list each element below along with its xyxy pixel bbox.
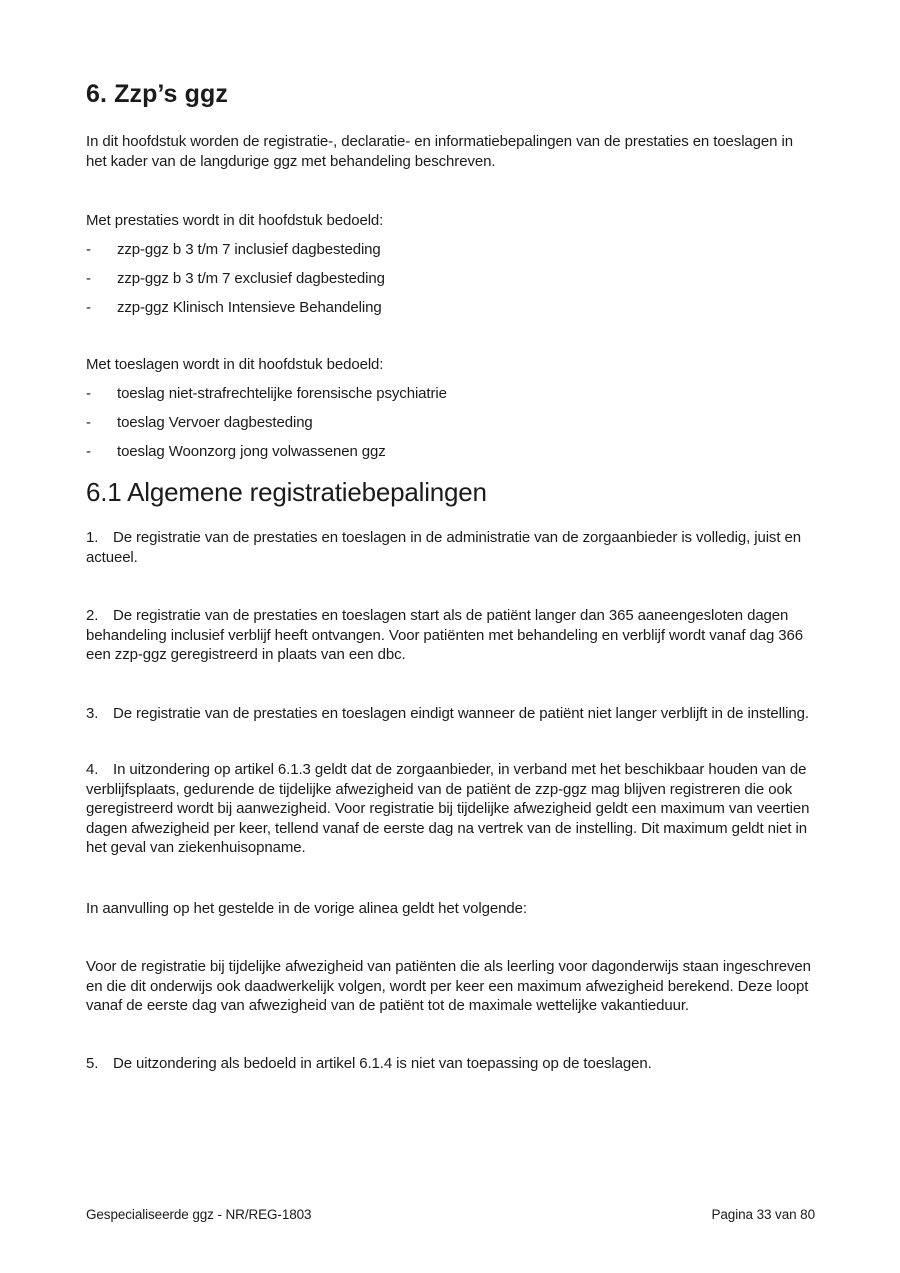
- list-item: [86, 413, 816, 433]
- list-item: [86, 384, 816, 404]
- clause-number: 4.: [86, 761, 99, 778]
- clause-number: 2.: [86, 607, 99, 624]
- dash-bullet-icon: -: [86, 298, 91, 316]
- footer-document-reference: Gespecialiseerde ggz - NR/REG-1803: [86, 1207, 312, 1222]
- prestaties-lead: Met prestaties wordt in dit hoofdstuk bedoeld:: [86, 212, 384, 229]
- prestaties-list: [86, 240, 816, 318]
- clause-paragraph: [86, 760, 816, 858]
- clause-text: De uitzondering als bedoeld in artikel 6.1.4 is niet van toepassing op de toeslagen.: [113, 1054, 652, 1072]
- dash-bullet-icon: -: [86, 269, 91, 287]
- clause-number: 5.: [86, 1054, 99, 1072]
- list-item-label: zzp-ggz b 3 t/m 7 inclusief dagbesteding: [117, 240, 381, 258]
- clause-paragraph: [86, 528, 816, 567]
- clause-paragraph: [86, 704, 816, 724]
- dash-bullet-icon: -: [86, 240, 91, 258]
- dash-bullet-icon: -: [86, 413, 91, 431]
- clause-text: De registratie van de prestaties en toeslagen eindigt wanneer de patiënt niet langer verblijft in de instelling.: [113, 704, 809, 722]
- dash-bullet-icon: -: [86, 442, 91, 460]
- toeslagen-list: [86, 384, 816, 462]
- list-item: [86, 269, 816, 289]
- list-item: [86, 442, 816, 462]
- list-item: [86, 240, 816, 260]
- clause-paragraph: [86, 1054, 816, 1074]
- toeslagen-lead: Met toeslagen wordt in dit hoofdstuk bedoeld:: [86, 356, 384, 373]
- clause-text: De registratie van de prestaties en toeslagen in de administratie van de zorgaanbieder is volledig, juist en actueel.: [86, 529, 801, 566]
- clause-number: 1.: [86, 529, 99, 546]
- chapter-intro-paragraph: In dit hoofdstuk worden de registratie-, declaratie- en informatiebepalingen van de prestaties en toeslagen in het kader van de langdurige ggz met behandeling beschreven.: [86, 133, 793, 170]
- note-intro-paragraph: In aanvulling op het gestelde in de vorige alinea geldt het volgende:: [86, 899, 527, 917]
- note-body-paragraph: Voor de registratie bij tijdelijke afwezigheid van patiënten die als leerling voor dagonderwijs staan ingeschreven en die dit onderwijs ook daadwerkelijk volgen, wordt per keer een maximum afwezigheid berekend. Deze loopt vanaf de eerste dag van afwezigheid van de patiënt tot de maximale wettelijke vakantieduur.: [86, 958, 811, 1014]
- clause-number: 3.: [86, 704, 99, 722]
- list-item-label: toeslag niet-strafrechtelijke forensische psychiatrie: [117, 384, 447, 402]
- page-footer: [86, 1206, 815, 1223]
- chapter-heading: 6. Zzp’s ggz: [86, 80, 228, 108]
- list-item-label: toeslag Vervoer dagbesteding: [117, 413, 313, 431]
- clause-paragraph: [86, 606, 816, 665]
- dash-bullet-icon: -: [86, 384, 91, 402]
- section-heading: 6.1 Algemene registratiebepalingen: [86, 477, 487, 507]
- list-item-label: zzp-ggz b 3 t/m 7 exclusief dagbesteding: [117, 269, 385, 287]
- list-item-label: toeslag Woonzorg jong volwassenen ggz: [117, 442, 386, 460]
- page-content: [0, 80, 900, 1073]
- clause-text: In uitzondering op artikel 6.1.3 geldt dat de zorgaanbieder, in verband met het beschikbaar houden van de verblijfsplaats, gedurende de tijdelijke afwezigheid van de patiënt de zzp-ggz mag blijven registreren die ook geregistreerd wordt bij aanwezigheid. Voor registratie bij tijdelijke afwezigheid geldt een maximum van veertien dagen afwezigheid per keer, tellend vanaf de eerste dag na vertrek van de instelling. Dit maximum geldt niet in het geval van ziekenhuisopname.: [86, 761, 810, 856]
- list-item-label: zzp-ggz Klinisch Intensieve Behandeling: [117, 298, 382, 316]
- list-item: [86, 298, 816, 318]
- clause-text: De registratie van de prestaties en toeslagen start als de patiënt langer dan 365 aaneengesloten dagen behandeling inclusief verblijf heeft ontvangen. Voor patiënten met behandeling en verblijf wordt vanaf dag 366 een zzp-ggz geregistreerd in plaats van een dbc.: [86, 607, 804, 663]
- footer-page-number: Pagina 33 van 80: [711, 1207, 815, 1222]
